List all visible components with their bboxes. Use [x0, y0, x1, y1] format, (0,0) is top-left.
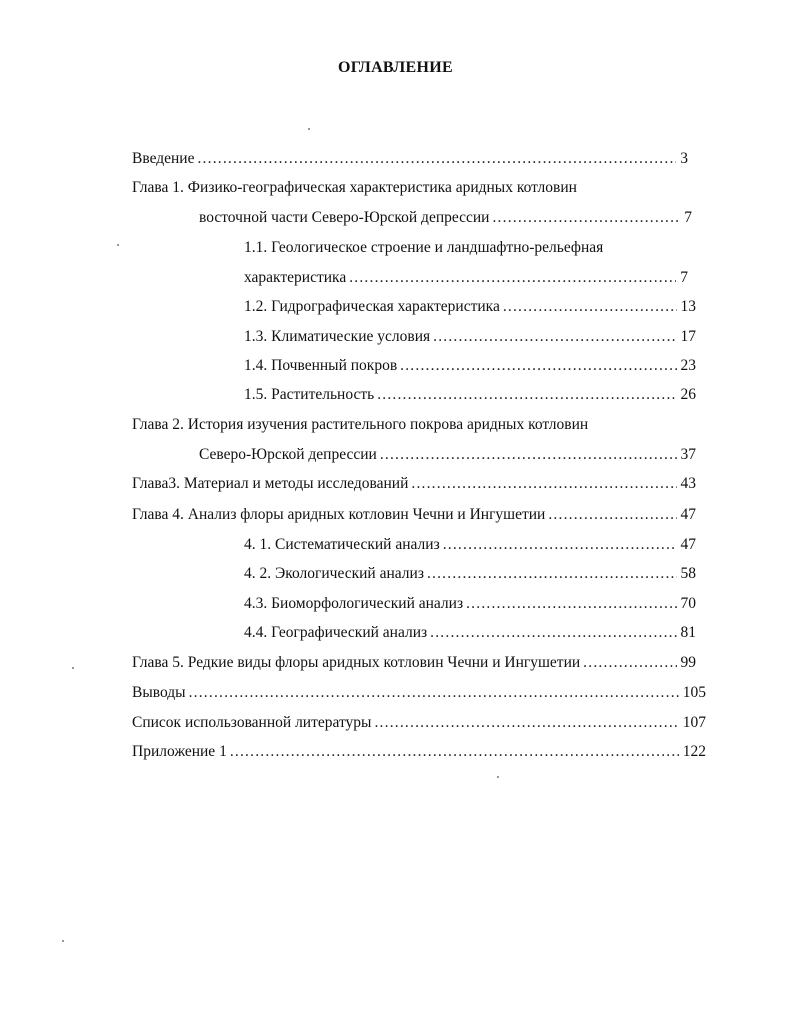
toc-label: 1.2. Гидрографическая характеристика [244, 298, 500, 315]
scan-speck [308, 128, 310, 130]
toc-page-number: 105 [682, 684, 706, 701]
toc-entry-references [132, 713, 706, 733]
toc-page-number: 17 [680, 328, 696, 345]
toc-entry-ch2 [199, 445, 696, 465]
leader-dots [443, 535, 677, 555]
toc-page-number: 37 [680, 446, 696, 463]
toc-label: Выводы [132, 684, 186, 701]
page-title: ОГЛАВЛЕНИЕ [338, 59, 453, 76]
toc-entry-s4-4 [244, 623, 696, 643]
toc-entry-s1-4 [244, 356, 696, 376]
toc-entry-ch2-line1: Глава 2. История изучения растительного покрова аридных котловин [132, 416, 589, 433]
toc-page-number: 58 [680, 565, 696, 582]
toc-page-number: 23 [680, 357, 696, 374]
leader-dots [189, 683, 679, 703]
toc-label: Глава 4. Анализ флоры аридных котловин Чечни и Ингушетии [132, 506, 546, 523]
leader-dots [380, 445, 677, 465]
leader-dots [583, 653, 676, 673]
toc-entry-s1-3 [244, 327, 696, 347]
leader-dots [503, 297, 677, 317]
toc-label: Глава 5. Редкие виды флоры аридных котловин Чечни и Ингушетии [132, 654, 581, 671]
toc-page-number: 99 [680, 654, 696, 671]
toc-entry-s4-2 [244, 564, 696, 584]
toc-entry-ch1 [199, 208, 692, 228]
toc-entry-ch5 [132, 653, 696, 673]
toc-entry-s1-1 [244, 268, 688, 288]
leader-dots [548, 505, 676, 525]
leader-dots [374, 713, 678, 733]
toc-entry-s4-3 [244, 594, 696, 614]
toc-label: 1.4. Почвенный покров [244, 357, 398, 374]
toc-label: Глава3. Материал и методы исследований [132, 475, 409, 492]
toc-page-number: 13 [680, 298, 696, 315]
scan-speck [117, 244, 119, 246]
leader-dots [492, 208, 680, 228]
toc-page-number: 47 [680, 506, 696, 523]
leader-dots [230, 742, 679, 762]
toc-entry-s1-5 [244, 385, 696, 405]
toc-label: Приложение 1 [132, 743, 227, 760]
leader-dots [411, 474, 676, 494]
toc-entry-s1-1-line1: 1.1. Геологическое строение и ландшафтно-рельефная [244, 239, 604, 256]
scan-speck [62, 940, 64, 942]
toc-label: 1.3. Климатические условия [244, 328, 431, 345]
toc-label: Введение [132, 150, 195, 167]
toc-label: Список использованной литературы [132, 714, 372, 731]
toc-label: восточной части Северо-Юрской депрессии [199, 209, 490, 226]
toc-page-number: 7 [680, 269, 688, 286]
toc-page-number: 43 [680, 475, 696, 492]
toc-entry-appendix [132, 742, 706, 762]
toc-page-number: 70 [680, 595, 696, 612]
leader-dots [433, 327, 676, 347]
toc-entry-ch3 [132, 474, 696, 494]
leader-dots [430, 623, 676, 643]
toc-entry-conclusions [132, 683, 706, 703]
leader-dots [197, 149, 676, 169]
toc-page-number: 47 [680, 536, 696, 553]
toc-label: 4.3. Биоморфологический анализ [244, 595, 464, 612]
toc-page-number: 122 [682, 743, 706, 760]
toc-page-number: 81 [680, 624, 696, 641]
scan-speck [497, 776, 499, 778]
leader-dots [377, 385, 676, 405]
toc-label: 4. 1. Систематический анализ [244, 536, 440, 553]
toc-label: 4.4. Географический анализ [244, 624, 428, 641]
toc-label: Северо-Юрской депрессии [199, 446, 377, 463]
toc-entry-intro [132, 149, 688, 169]
toc-entry-ch4 [132, 505, 696, 525]
toc-entry-s4-1 [244, 535, 696, 555]
toc-page-number: 26 [680, 386, 696, 403]
toc-label: 4. 2. Экологический анализ [244, 565, 424, 582]
leader-dots [427, 564, 677, 584]
toc-page-number: 3 [680, 150, 688, 167]
toc-entry-ch1-line1: Глава 1. Физико-географическая характеристика аридных котловин [132, 179, 577, 196]
toc-page-number: 107 [682, 714, 706, 731]
toc-label: характеристика [244, 269, 347, 286]
leader-dots [400, 356, 676, 376]
leader-dots [466, 594, 676, 614]
toc-page-number: 7 [684, 209, 692, 226]
leader-dots [349, 268, 676, 288]
toc-label: 1.5. Растительность [244, 386, 375, 403]
toc-entry-s1-2 [244, 297, 696, 317]
scan-speck [72, 667, 74, 669]
